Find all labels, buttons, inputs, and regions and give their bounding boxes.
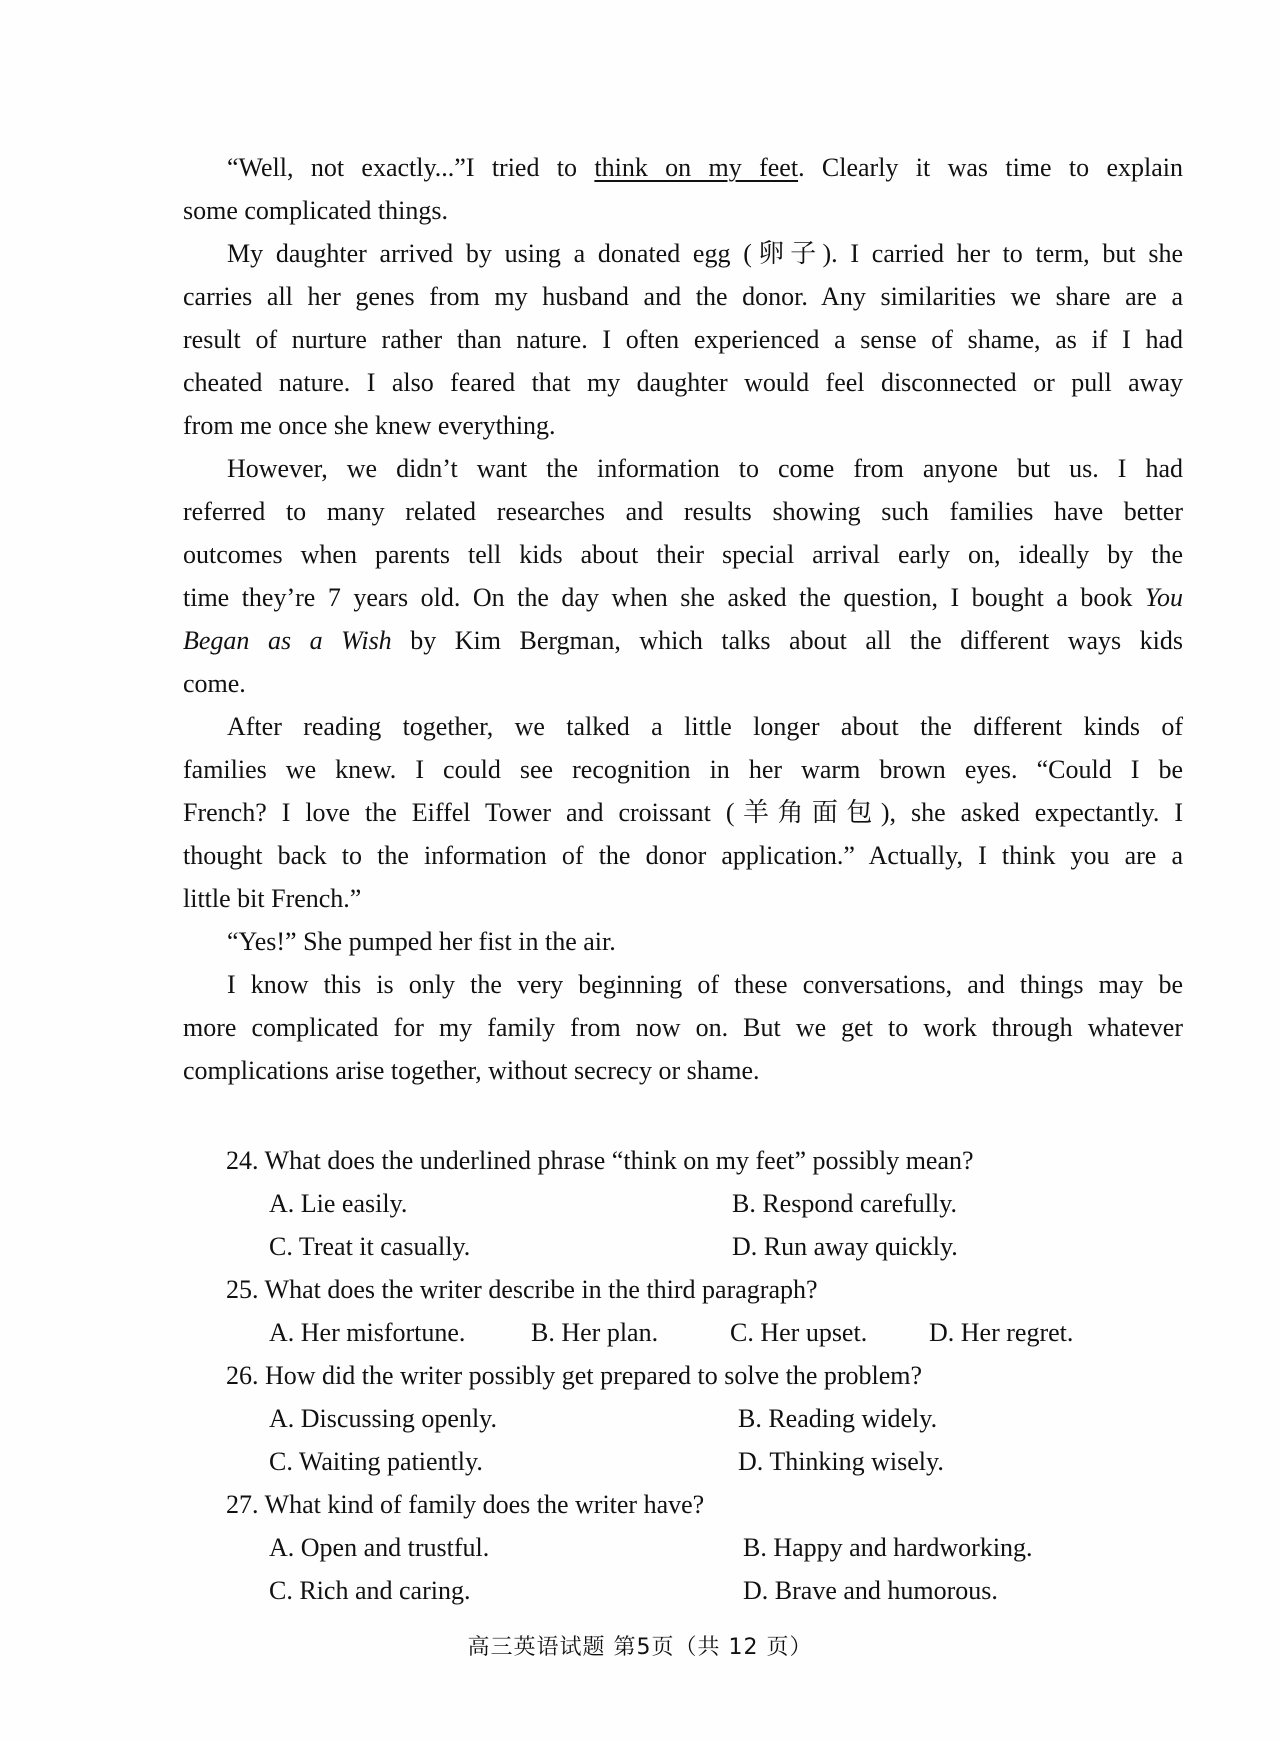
paragraph (183, 963, 1183, 1092)
question-stem (226, 1139, 1186, 1182)
option-label: A. (269, 1404, 295, 1433)
question-list (226, 1139, 1186, 1612)
passage-line: “Yes!” She pumped her fist in the air. (227, 927, 616, 956)
option-a[interactable] (269, 1311, 465, 1354)
passage-line: carries all her genes from my husband and the donor. Any similarities we share are a (183, 282, 1183, 311)
option-c[interactable] (269, 1225, 470, 1268)
option-a[interactable] (269, 1182, 407, 1225)
option-text: Lie easily. (300, 1189, 408, 1218)
passage-line: more complicated for my family from now on. But we get to work through whatever (183, 1013, 1183, 1042)
underlined-phrase: think on my feet (594, 153, 799, 182)
passage-line: cheated nature. I also feared that my daughter would feel disconnected or pull away (183, 368, 1183, 397)
option-row (226, 1225, 1186, 1268)
option-text: Her misfortune. (300, 1318, 466, 1347)
option-label: A. (269, 1318, 295, 1347)
option-text: Treat it casually. (298, 1232, 471, 1261)
option-label: B. (743, 1533, 767, 1562)
text-span: . Clearly it was time to explain (798, 153, 1184, 182)
option-text: Her plan. (561, 1318, 659, 1347)
option-text: Her upset. (760, 1318, 868, 1347)
question-number: 26. (226, 1361, 259, 1390)
option-label: C. (269, 1576, 293, 1605)
question-stem (226, 1354, 1186, 1397)
text-span: “Well, not exactly...”I tried to (227, 153, 595, 182)
option-label: B. (531, 1318, 555, 1347)
option-label: C. (269, 1447, 293, 1476)
passage-line: outcomes when parents tell kids about their special arrival early on, ideally by the (183, 540, 1183, 569)
question-text: How did the writer possibly get prepared to solve the problem? (265, 1361, 923, 1390)
option-text: Waiting patiently. (298, 1447, 483, 1476)
paragraph (183, 146, 1183, 232)
passage-line: come. (183, 669, 246, 698)
option-row (226, 1182, 1186, 1225)
option-a[interactable] (269, 1397, 497, 1440)
option-d[interactable] (743, 1569, 998, 1612)
option-b[interactable] (743, 1526, 1033, 1569)
passage-line (183, 146, 1183, 189)
option-label: A. (269, 1189, 295, 1218)
passage-line: result of nurture rather than nature. I often experienced a sense of shame, as if I had (183, 325, 1183, 354)
option-label: B. (732, 1189, 756, 1218)
option-d[interactable] (929, 1311, 1073, 1354)
question-number: 27. (226, 1490, 259, 1519)
option-text: Thinking wisely. (769, 1447, 944, 1476)
question-26 (226, 1354, 1186, 1483)
text-span: time they’re 7 years old. On the day when she asked the question, I bought a book (183, 583, 1145, 612)
question-27 (226, 1483, 1186, 1612)
question-number: 24. (226, 1146, 259, 1175)
option-text: Her regret. (960, 1318, 1074, 1347)
passage-line: I know this is only the very beginning of these conversations, and things may be (227, 970, 1183, 999)
option-label: D. (732, 1232, 758, 1261)
option-label: C. (269, 1232, 293, 1261)
option-text: Run away quickly. (763, 1232, 958, 1261)
option-text: Discussing openly. (300, 1404, 497, 1433)
option-text: Respond carefully. (762, 1189, 958, 1218)
option-b[interactable] (732, 1182, 957, 1225)
paragraph (183, 705, 1183, 920)
option-label: B. (738, 1404, 762, 1433)
option-label: D. (743, 1576, 769, 1605)
option-d[interactable] (732, 1225, 958, 1268)
option-d[interactable] (738, 1440, 944, 1483)
option-text: Open and trustful. (300, 1533, 490, 1562)
option-row (226, 1526, 1186, 1569)
reading-passage (183, 146, 1183, 1092)
option-text: Happy and hardworking. (773, 1533, 1033, 1562)
question-24 (226, 1139, 1186, 1268)
passage-line: My daughter arrived by using a donated egg (卵子). I carried her to term, but she (227, 239, 1183, 268)
question-stem (226, 1268, 1186, 1311)
book-title: Began as a Wish (183, 626, 392, 655)
option-label: A. (269, 1533, 295, 1562)
question-25 (226, 1268, 1186, 1354)
paragraph (183, 447, 1183, 705)
option-row (226, 1311, 1186, 1354)
option-c[interactable] (269, 1569, 470, 1612)
passage-line: from me once she knew everything. (183, 411, 556, 440)
passage-line: referred to many related researches and results showing such families have better (183, 497, 1183, 526)
option-a[interactable] (269, 1526, 489, 1569)
option-row (226, 1569, 1186, 1612)
option-text: Reading widely. (768, 1404, 938, 1433)
text-span: by Kim Bergman, which talks about all the different ways kids (391, 626, 1183, 655)
option-row (226, 1440, 1186, 1483)
option-label: D. (929, 1318, 955, 1347)
paragraph (183, 920, 1183, 963)
question-text: What does the writer describe in the third paragraph? (264, 1275, 818, 1304)
paragraph (183, 232, 1183, 447)
option-row (226, 1397, 1186, 1440)
option-c[interactable] (269, 1440, 483, 1483)
passage-line: families we knew. I could see recognition in her warm brown eyes. “Could I be (183, 755, 1183, 784)
option-text: Brave and humorous. (774, 1576, 998, 1605)
option-b[interactable] (531, 1311, 658, 1354)
passage-line: little bit French.” (183, 884, 362, 913)
option-b[interactable] (738, 1397, 937, 1440)
book-title: You (1144, 583, 1183, 612)
passage-line: After reading together, we talked a little longer about the different kinds of (227, 712, 1183, 741)
question-text: What kind of family does the writer have? (264, 1490, 705, 1519)
passage-line: thought back to the information of the donor application.” Actually, I think you are a (183, 841, 1183, 870)
page-footer: 高三英语试题 第5页（共 12 页） (467, 1635, 813, 1660)
passage-line (183, 576, 1183, 619)
passage-line: French? I love the Eiffel Tower and croissant (羊角面包), she asked expectantly. I (183, 798, 1183, 827)
passage-line (183, 619, 1183, 662)
option-label: D. (738, 1447, 764, 1476)
option-text: Rich and caring. (299, 1576, 471, 1605)
passage-line: complications arise together, without secrecy or shame. (183, 1056, 760, 1085)
option-c[interactable] (730, 1311, 867, 1354)
question-number: 25. (226, 1275, 259, 1304)
passage-line: some complicated things. (183, 196, 449, 225)
question-text: What does the underlined phrase “think on my feet” possibly mean? (264, 1146, 974, 1175)
passage-line: However, we didn’t want the information to come from anyone but us. I had (227, 454, 1183, 483)
question-stem (226, 1483, 1186, 1526)
option-label: C. (730, 1318, 754, 1347)
